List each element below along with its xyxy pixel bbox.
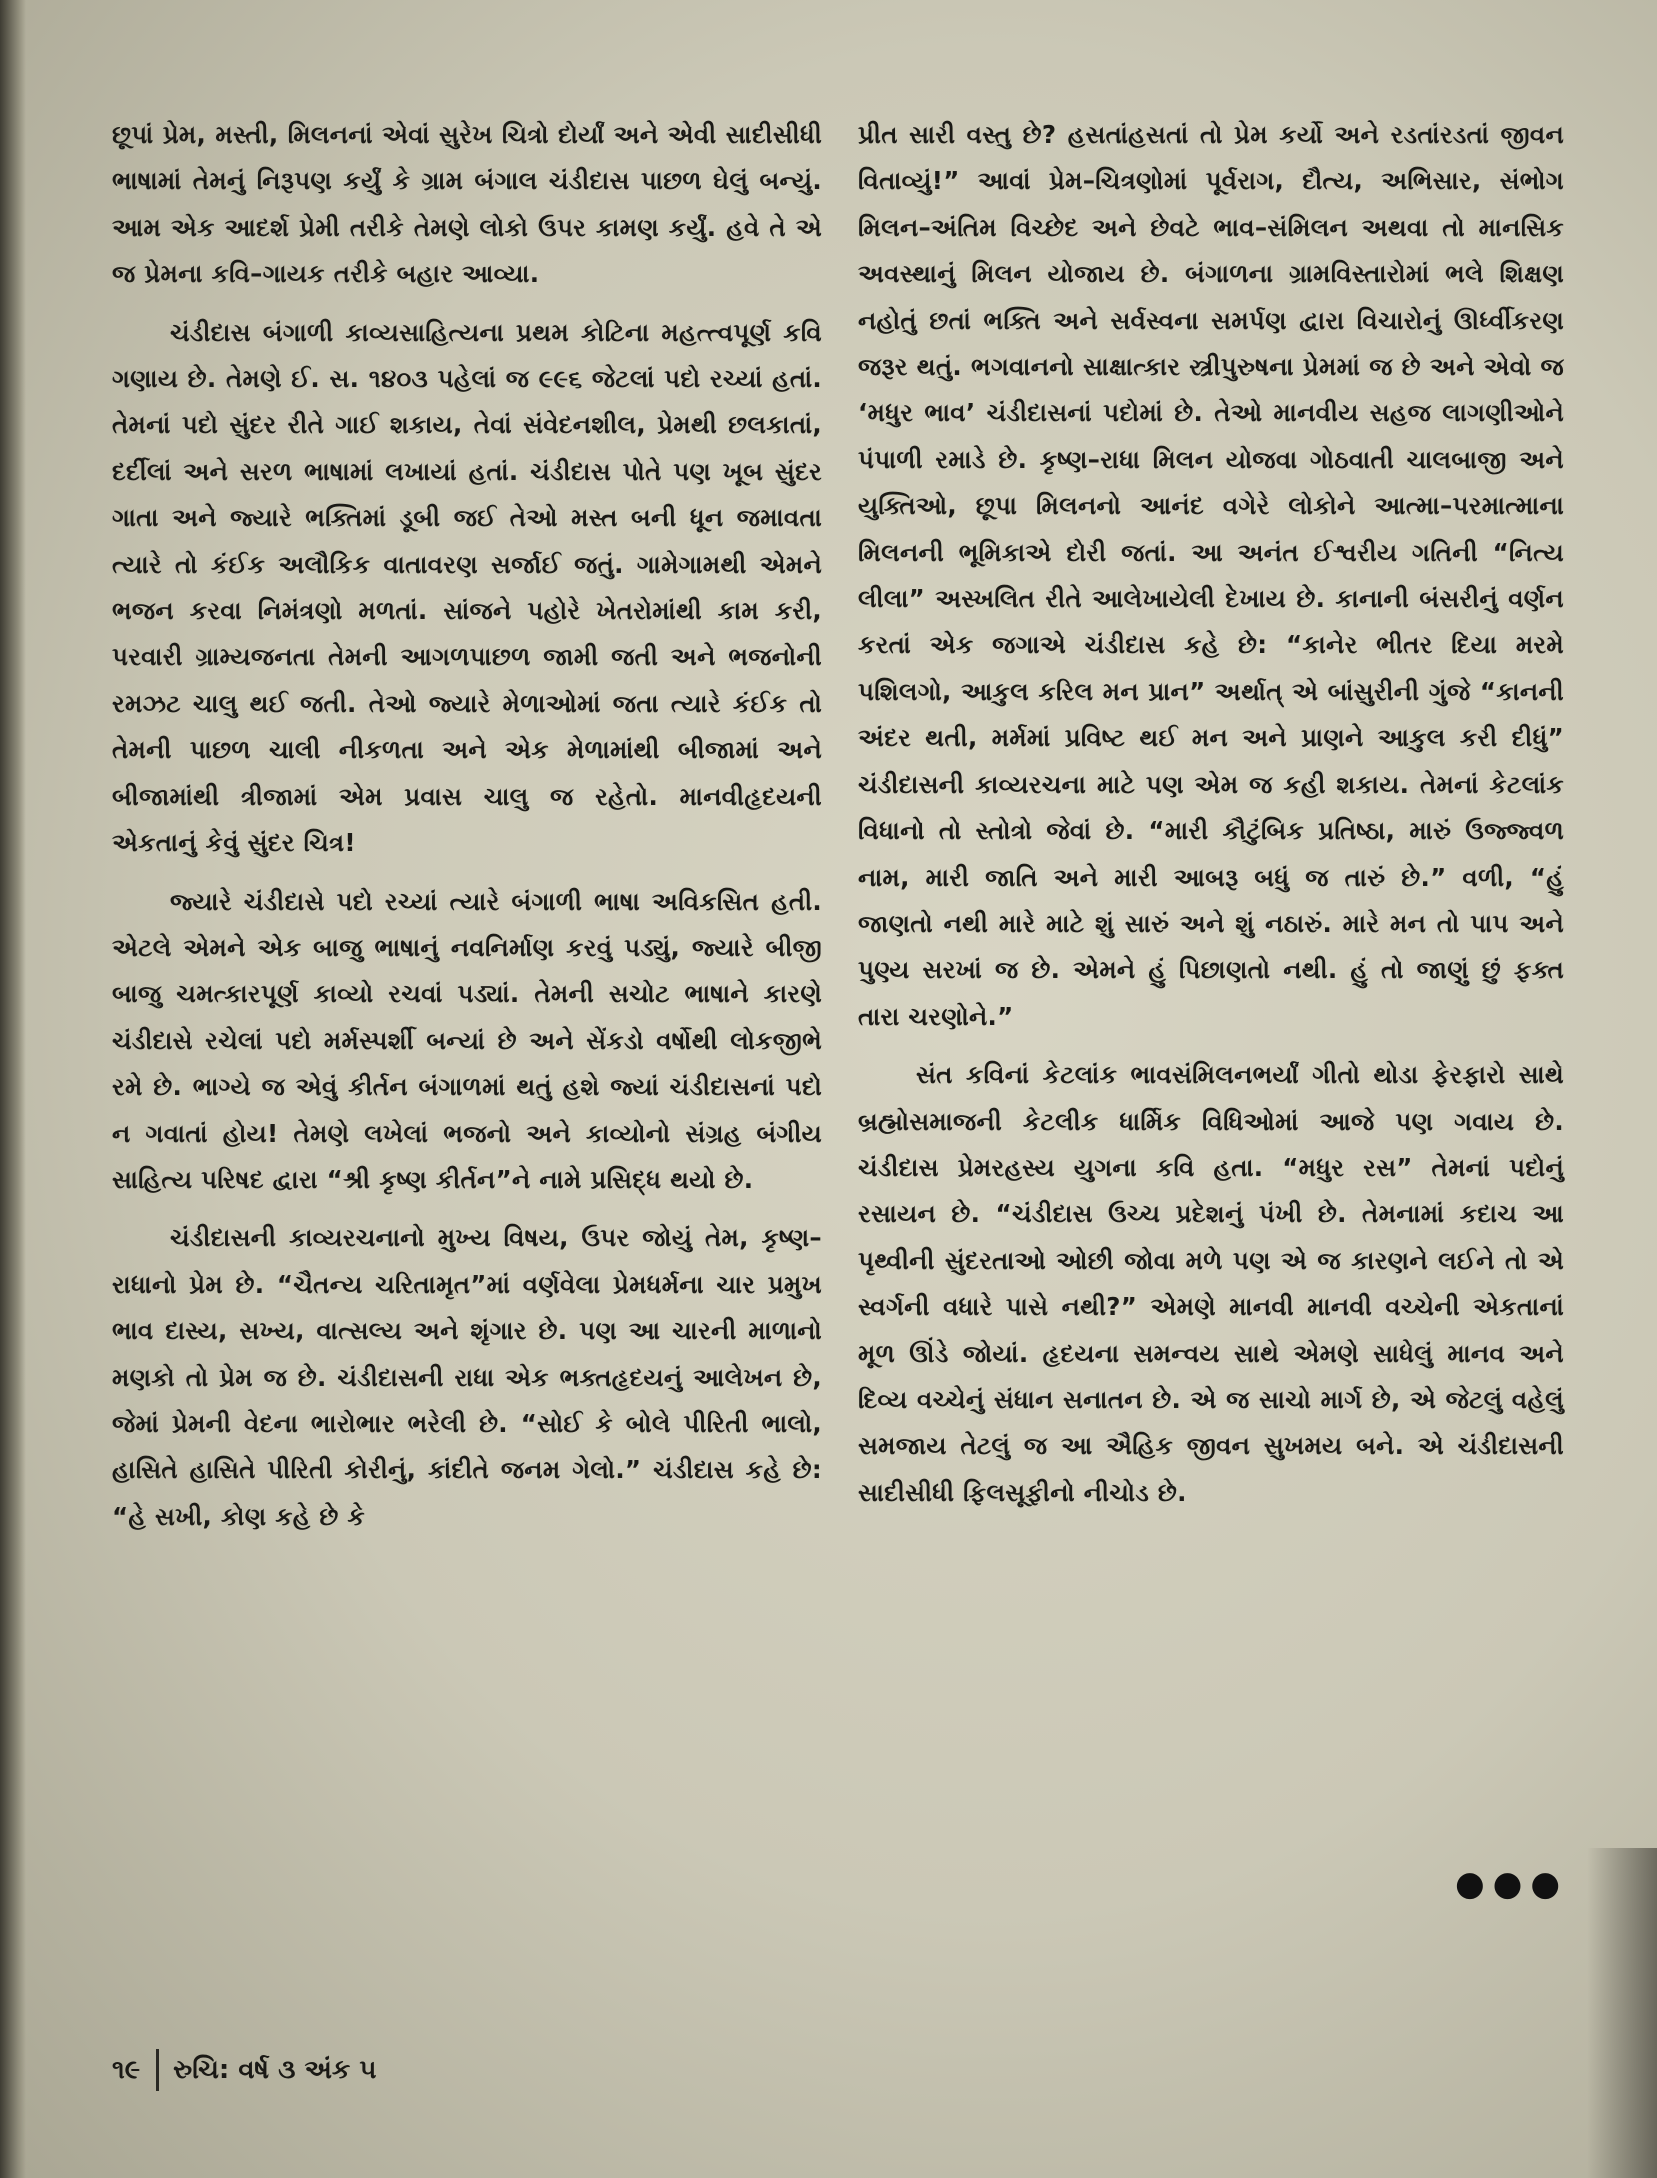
footer-divider bbox=[156, 2049, 159, 2091]
page-footer bbox=[112, 2047, 376, 2093]
left-column bbox=[112, 112, 822, 1552]
end-of-article-marks: ●●● bbox=[1455, 1864, 1569, 1904]
paragraph: જ્યારે ચંડીદાસે પદો રચ્યાં ત્યારે બંગાળી ભાષા અવિકસિત હતી. એટલે એમને એક બાજુ ભાષાનું નવનિર્માણ કરવું પડ્યું, જ્યારે બીજી બાજુ ચમત્કારપૂર્ણ કાવ્યો રચવાં પડ્યાં. તેમની સચોટ ભાષાને કારણે ચંડીદાસે રચેલાં પદો મર્મસ્પર્શી બન્યાં છે અને સેંકડો વર્ષોથી લોકજીભે રમે છે. ભાગ્યે જ એવું કીર્તન બંગાળમાં થતું હશે જ્યાં ચંડીદાસનાં પદો ન ગવાતાં હોય! તેમણે લખેલાં ભજનો અને કાવ્યોનો સંગ્રહ બંગીય સાહિત્ય પરિષદ દ્વારા “શ્રી કૃષ્ણ કીર્તન”ને નામે પ્રસિદ્ધ થયો છે. bbox=[112, 886, 822, 1194]
paragraph: ચંડીદાસ બંગાળી કાવ્યસાહિત્યના પ્રથમ કોટિના મહત્ત્વપૂર્ણ કવિ ગણાય છે. તેમણે ઈ. સ. ૧૪૦૩ પહેલાં જ ૯૯૬ જેટલાં પદો રચ્યાં હતાં. તેમનાં પદો સુંદર રીતે ગાઈ શકાય, તેવાં સંવેદનશીલ, પ્રેમથી છલકાતાં, દર્દીલાં અને સરળ ભાષામાં લખાયાં હતાં. ચંડીદાસ પોતે પણ ખૂબ સુંદર ગાતા અને જ્યારે ભક્તિમાં ડૂબી જઈ તેઓ મસ્ત બની ધૂન જમાવતા ત્યારે તો કંઈક અલૌકિક વાતાવરણ સર્જાઈ જતું. ગામેગામથી એમને ભજન કરવા નિમંત્રણો મળતાં. સાંજને પહોરે ખેતરોમાંથી કામ કરી, પરવારી ગ્રામ્યજનતા તેમની આગળપાછળ જામી જતી અને ભજનોની રમઝટ ચાલુ થઈ જતી. તેઓ જ્યારે મેળાઓમાં જતા ત્યારે કંઈક તો તેમની પાછળ ચાલી નીકળતા અને એક મેળામાંથી બીજામાં અને બીજામાંથી ત્રીજામાં એમ પ્રવાસ ચાલુ જ રહેતો. માનવીહૃદયની એકતાનું કેવું સુંદર ચિત્ર! bbox=[112, 317, 822, 858]
magazine-issue: રુચિ: વર્ષ ૩ અંક ૫ bbox=[173, 2054, 377, 2085]
page-number: ૧૯ bbox=[112, 2054, 141, 2085]
paragraph: ચંડીદાસની કાવ્યરચનાનો મુખ્ય વિષય, ઉપર જોયું તેમ, કૃષ્ણ–રાધાનો પ્રેમ છે. “ચૈતન્ય ચરિતામૃત”માં વર્ણવેલા પ્રેમધર્મના ચાર પ્રમુખ ભાવ દાસ્ય, સખ્ય, વાત્સલ્ય અને શૃંગાર છે. પણ આ ચારની માળાનો મણકો તો પ્રેમ જ છે. ચંડીદાસની રાધા એક ભક્તહૃદયનું આલેખન છે, જેમાં પ્રેમની વેદના ભારોભાર ભરેલી છે. “સોઈ કે બોલે પીરિતી ભાલો, હાસિતે હાસિતે પીરિતી કોરીનું, કાંદીતે જનમ ગેલો.” ચંડીદાસ કહે છે: “હે સખી, કોણ કહે છે કે bbox=[112, 1223, 822, 1531]
page-corner-shadow bbox=[1587, 1848, 1657, 2178]
paragraph: છૂપાં પ્રેમ, મસ્તી, મિલનનાં એવાં સુરેખ ચિત્રો દોર્યાં અને એવી સાદીસીધી ભાષામાં તેમનું નિરૂપણ કર્યું કે ગ્રામ બંગાલ ચંડીદાસ પાછળ ઘેલું બન્યું. આમ એક આદર્શ પ્રેમી તરીકે તેમણે લોકો ઉપર કામણ કર્યું. હવે તે એ જ પ્રેમના કવિ–ગાયક તરીકે બહાર આવ્યા. bbox=[112, 120, 822, 289]
paragraph: સંત કવિનાં કેટલાંક ભાવસંમિલનભર્યાં ગીતો થોડા ફેરફારો સાથે બ્રહ્મોસમાજની કેટલીક ધાર્મિક વિધિઓમાં આજે પણ ગવાય છે. ચંડીદાસ પ્રેમરહસ્ય યુગના કવિ હતા. “મધુર રસ” તેમનાં પદોનું રસાયન છે. “ચંડીદાસ ઉચ્ચ પ્રદેશનું પંખી છે. તેમનામાં કદાચ આ પૃથ્વીની સુંદરતાઓ ઓછી જોવા મળે પણ એ જ કારણને લઈને તો એ સ્વર્ગની વધારે પાસે નથી?” એમણે માનવી માનવી વચ્ચેની એકતાનાં મૂળ ઊંડે જોયાં. હૃદયના સમન્વય સાથે એમણે સાધેલું માનવ અને દિવ્ય વચ્ચેનું સંધાન સનાતન છે. એ જ સાચો માર્ગ છે, એ જેટલું વહેલું સમજાય તેટલું જ આ ઐહિક જીવન સુખમય બને. એ ચંડીદાસની સાદીસીધી ફિલસૂફીનો નીચોડ છે. bbox=[858, 1060, 1564, 1507]
page-edge-shadow bbox=[0, 0, 26, 2178]
paragraph: પ્રીત સારી વસ્તુ છે? હસતાંહસતાં તો પ્રેમ કર્યો અને રડતાંરડતાં જીવન વિતાવ્યું!” આવાં પ્રેમ–ચિત્રણોમાં પૂર્વરાગ, દૌત્ય, અભિસાર, સંભોગ મિલન–અંતિમ વિચ્છેદ અને છેવટે ભાવ–સંમિલન અથવા તો માનસિક અવસ્થાનું મિલન યોજાય છે. બંગાળના ગ્રામવિસ્તારોમાં ભલે શિક્ષણ નહોતું છતાં ભક્તિ અને સર્વસ્વના સમર્પણ દ્વારા વિચારોનું ઊર્ધ્વીકરણ જરૂર થતું. ભગવાનનો સાક્ષાત્કાર સ્ત્રીપુરુષના પ્રેમમાં જ છે અને એવો જ ‘મધુર ભાવ’ ચંડીદાસનાં પદોમાં છે. તેઓ માનવીય સહજ લાગણીઓને પંપાળી રમાડે છે. કૃષ્ણ–રાધા મિલન યોજવા ગોઠવાતી ચાલબાજી અને યુક્તિઓ, છૂપા મિલનનો આનંદ વગેરે લોકોને આત્મા–પરમાત્માના મિલનની ભૂમિકાએ દોરી જતાં. આ અનંત ઈશ્વરીય ગતિની “નિત્ય લીલા” અસ્ખલિત રીતે આલેખાયેલી દેખાય છે. કાનાની બંસરીનું વર્ણન કરતાં એક જગાએ ચંડીદાસ કહે છે: “કાનેર ભીતર દિયા મરમે પશિલગો, આકુલ કરિલ મન પ્રાન” અર્થાત્ એ બાંસુરીની ગુંજે “કાનની અંદર થતી, મર્મમાં પ્રવિષ્ટ થઈ મન અને પ્રાણને આકુલ કરી દીધું” ચંડીદાસની કાવ્યરચના માટે પણ એમ જ કહી શકાય. તેમનાં કેટલાંક વિધાનો તો સ્તોત્રો જેવાં છે. “મારી કૌટુંબિક પ્રતિષ્ઠા, મારું ઉજ્જ્વળ નામ, મારી જાતિ અને મારી આબરૂ બધું જ તારું છે.” વળી, “હું જાણતો નથી મારે માટે શું સારું અને શું નઠારું. મારે મન તો પાપ અને પુણ્ય સરખાં જ છે. એમને હું પિછાણતો નથી. હું તો જાણું છું ફક્ત તારા ચરણોને.” bbox=[858, 120, 1564, 1031]
right-column bbox=[858, 112, 1564, 1528]
